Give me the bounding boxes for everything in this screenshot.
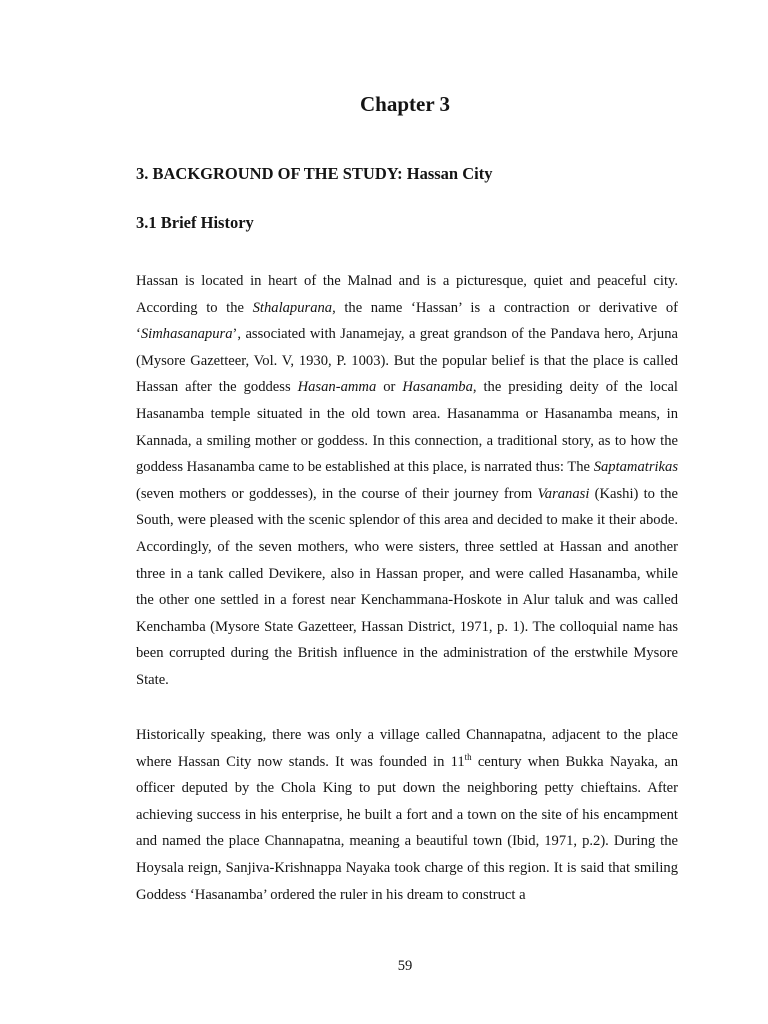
text-run: Hassan is located in heart of the Malnad and is a picturesque, quiet and peaceful city. According to the <box>136 273 678 316</box>
text-run: (Kashi) to the South, were pleased with the scenic splendor of this area and decided to make it their abode. Accordingly, of the seven mothers, who were sisters, three settled at Hassan and another three in a tank called Devikere, also in Hassan proper, and were called Hasanamba, while the other one settled in a forest near Kenchammana-Hoskote in Alur taluk and was called Kenchamba (Mysore State Gazetteer, Hassan District, 1971, p. 1). The colloquial name has been corrupted during the British influence in the administration of the erstwhile Mysore State. <box>136 485 678 688</box>
subsection-heading: 3.1 Brief History <box>136 213 254 232</box>
text-run: (seven mothers or goddesses), in the course of their journey from <box>136 485 538 502</box>
italic-term: Saptamatrikas <box>593 459 679 476</box>
text-run: , the name ‘Hassan’ is a contraction or derivative of ‘ <box>136 299 678 343</box>
italic-term: Hasanamba <box>402 379 473 396</box>
text-run: ’, associated with Janamejay, a great grandson of the Pandava hero, Arjuna (Mysore Gazetteer, Vol. V, 1930, P. 1003). But the popular belief is that the place is called Hassan after the goddess <box>136 326 678 396</box>
superscript: th <box>464 751 472 762</box>
chapter-title: Chapter 3 <box>359 92 451 116</box>
italic-term: Varanasi <box>537 485 590 502</box>
text-run: or <box>376 379 403 396</box>
italic-term: Sthalapurana <box>252 299 333 316</box>
text-run: , the presiding deity of the local Hasanamba temple situated in the old town area. Hasanamma or Hasanamba means, in Kannada, a smiling mother or goddess. In this connection, a traditional story, as to how the goddess Hasanamba came to be established at this place, is narrated thus: The <box>136 379 678 476</box>
paragraph-historical <box>136 722 678 908</box>
page-number: 59 <box>397 958 413 974</box>
section-heading: 3. BACKGROUND OF THE STUDY: Hassan City <box>136 164 493 183</box>
text-run: century when Bukka Nayaka, an officer deputed by the Chola King to put down the neighboring petty chieftains. After achieving success in his enterprise, he built a fort and a town on the site of his encampment and named the place Channapatna, meaning a beautiful town (Ibid, 1971, p.2). During the Hoysala reign, Sanjiva-Krishnappa Nayaka took charge of this region. It is said that smiling Goddess ‘Hasanamba’ ordered the ruler in his dream to construct a <box>136 753 678 903</box>
italic-term: Hasan-amma <box>297 379 377 396</box>
text-run: Historically speaking, there was only a village called Channapatna, adjacent to the place where Hassan City now stands. It was founded in 11 <box>136 727 678 770</box>
paragraph-brief-history <box>136 268 678 694</box>
italic-term: Simhasanapura <box>140 326 233 343</box>
